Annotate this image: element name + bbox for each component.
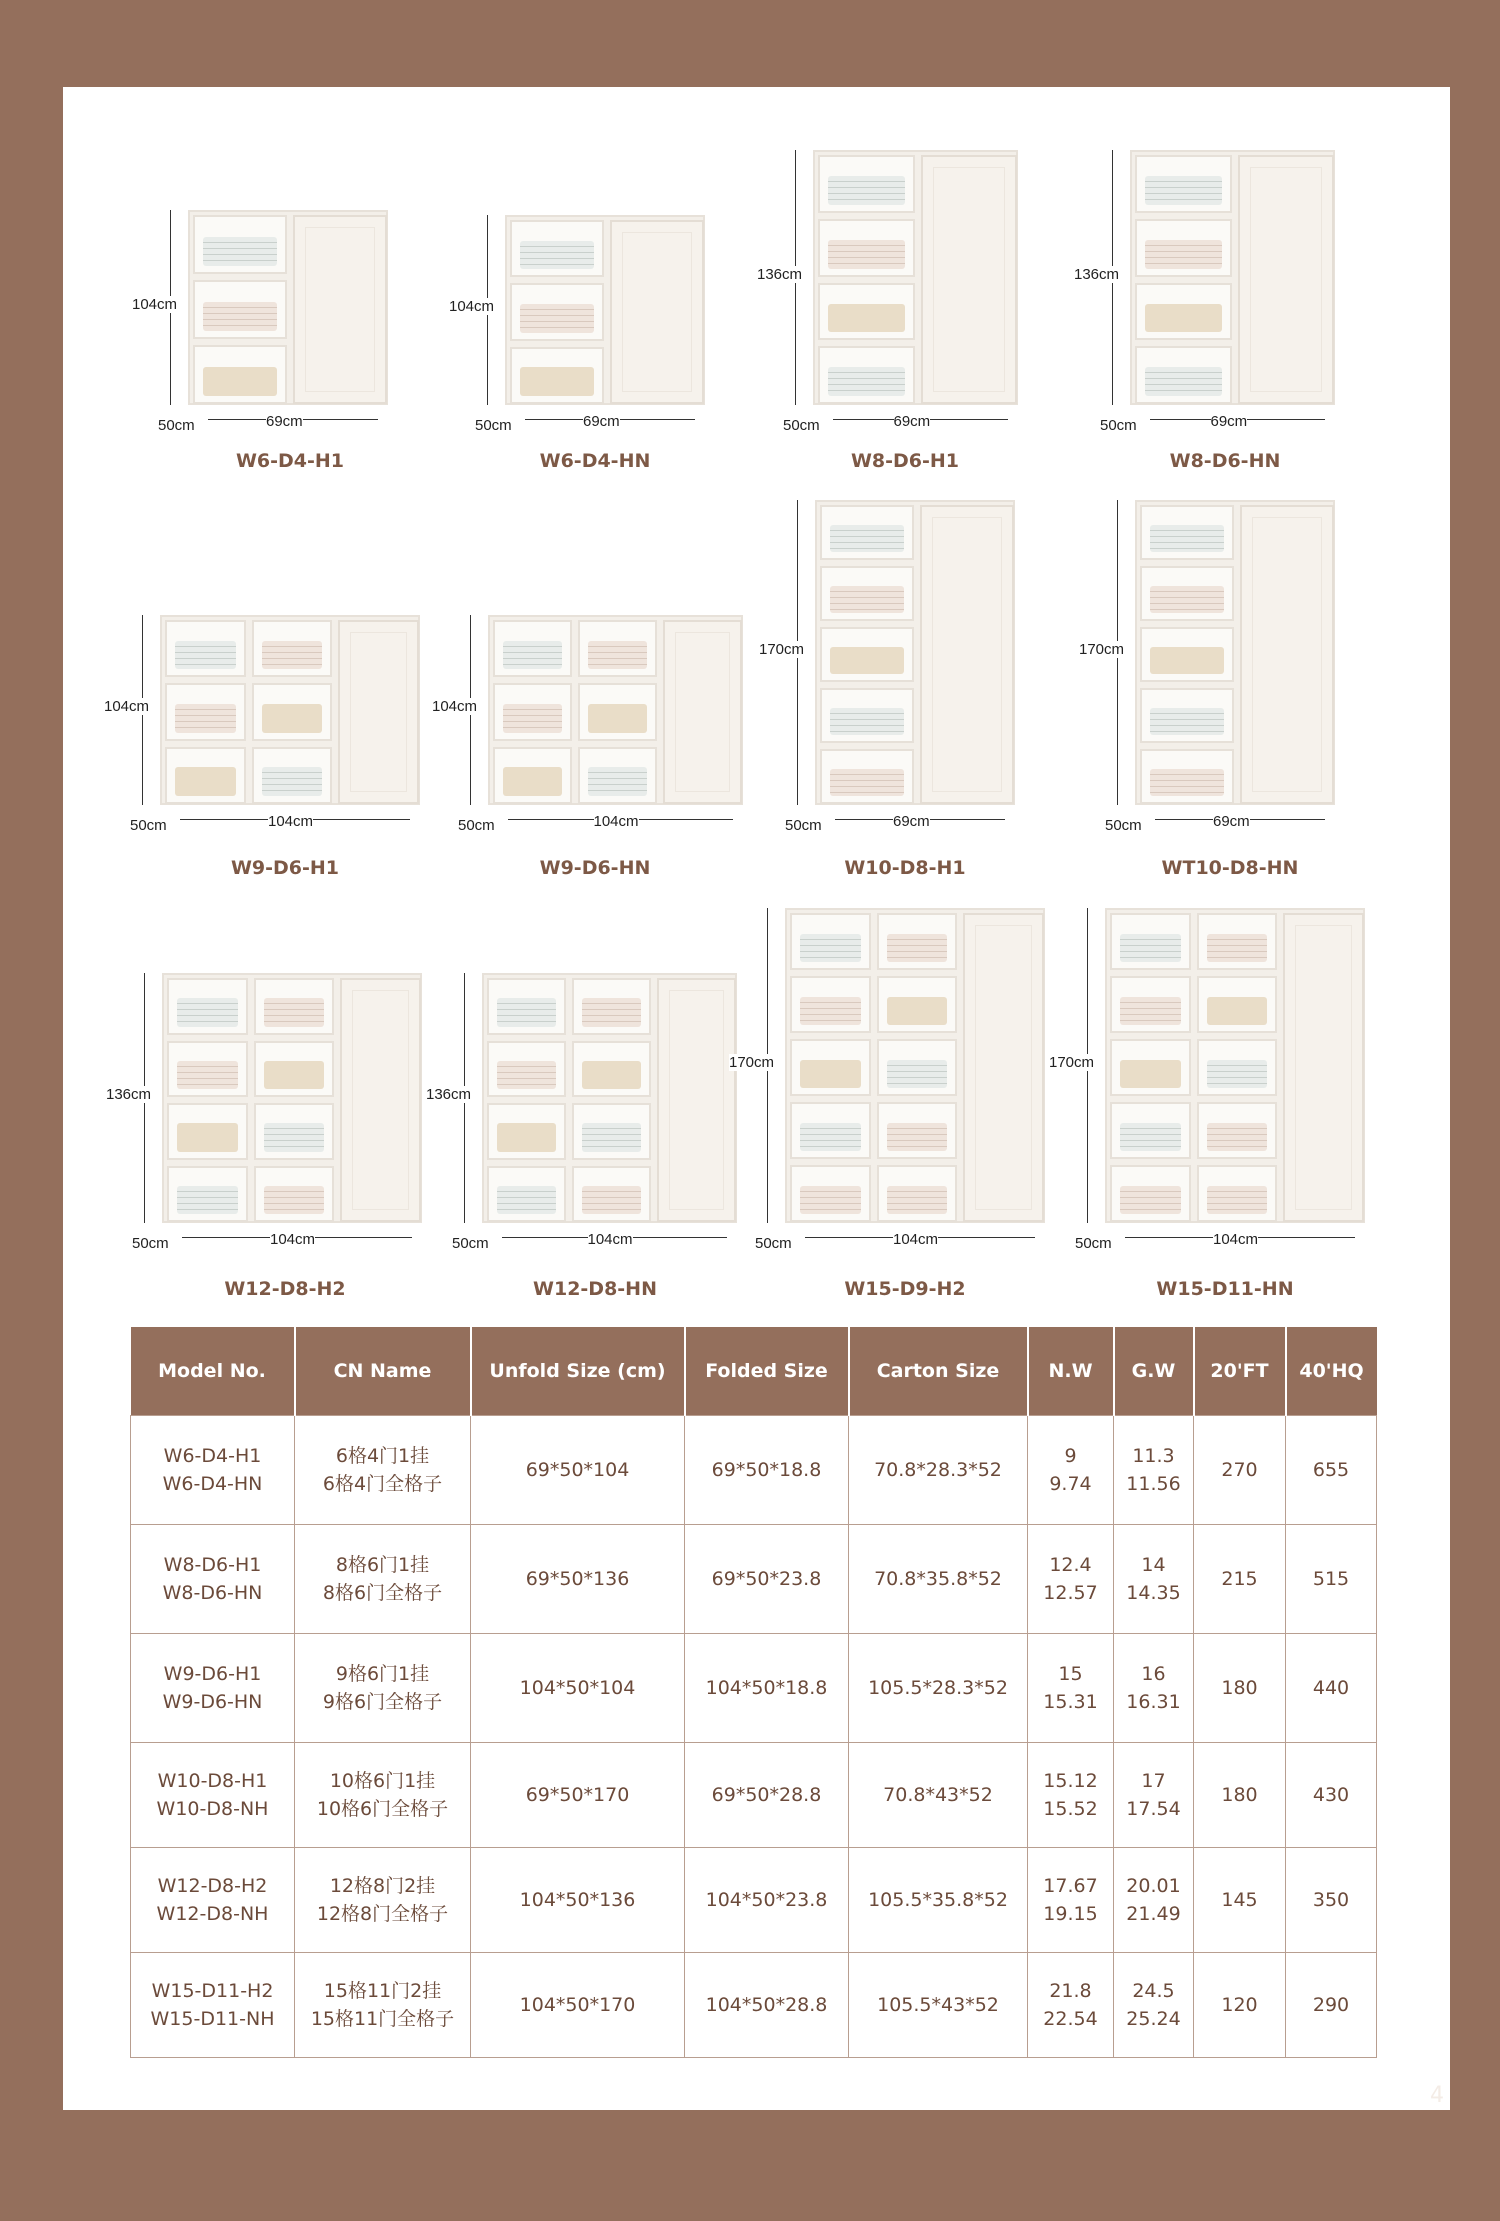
- col-header-unfold-size: Unfold Size (cm): [471, 1327, 685, 1416]
- nw-cell: [1028, 1416, 1114, 1525]
- cabinet-cell: [254, 1103, 335, 1160]
- cabinet-cell: [165, 683, 246, 740]
- carton-size-value: 70.8*43*52: [883, 1784, 993, 1806]
- folded-size-value: 104*50*18.8: [705, 1677, 828, 1699]
- cabinet-cell: [252, 620, 333, 677]
- table-row: [131, 1525, 1377, 1634]
- folded-size-cell: [685, 1848, 849, 1953]
- cabinet-cell: [165, 747, 246, 804]
- carton-size-value: 105.5*35.8*52: [868, 1889, 1008, 1911]
- cabinet-cell: [487, 1041, 566, 1098]
- model-label: W9-D6-HN: [539, 857, 651, 879]
- cabinet-cell: [1140, 566, 1234, 621]
- ft20-value: 180: [1221, 1677, 1258, 1699]
- cabinet-cell: [578, 747, 657, 804]
- nw-value: 15.12: [1043, 1770, 1098, 1792]
- model-label: W6-D4-H1: [235, 450, 345, 472]
- nw-value: 19.15: [1043, 1903, 1098, 1925]
- folded-size-cell: [685, 1953, 849, 2058]
- folded-size-cell: [685, 1416, 849, 1525]
- depth-label: 50cm: [783, 417, 820, 434]
- cn-name-cell: [295, 1743, 471, 1848]
- unfold-size-value: 104*50*136: [519, 1889, 636, 1911]
- height-label: 136cm: [757, 265, 803, 283]
- cabinet-cell: [1110, 976, 1191, 1033]
- gw-value: 16.31: [1126, 1691, 1181, 1713]
- col-header-40hq: 40'HQ: [1286, 1327, 1377, 1416]
- cabinet-cell: [1140, 627, 1234, 682]
- cn-name-value: 12格8门全格子: [316, 1903, 449, 1925]
- carton-size-cell: [849, 1634, 1028, 1743]
- width-label: 104cm: [587, 1231, 633, 1248]
- cabinet-door: [657, 978, 736, 1222]
- cabinet-cell: [254, 1041, 335, 1098]
- page-number: 4: [1430, 2083, 1444, 2108]
- depth-label: 50cm: [458, 817, 495, 834]
- wardrobe-image: [488, 615, 743, 805]
- ft20-value: 180: [1221, 1784, 1258, 1806]
- table-row: [131, 1634, 1377, 1743]
- cn-name-value: 15格11门全格子: [310, 2008, 455, 2030]
- ft20-cell: [1194, 1634, 1286, 1743]
- width-label: 69cm: [893, 413, 931, 430]
- depth-label: 50cm: [475, 417, 512, 434]
- model-cell: [131, 1634, 295, 1743]
- hq40-cell: [1286, 1525, 1377, 1634]
- wardrobe-image: [505, 215, 705, 405]
- carton-size-cell: [849, 1525, 1028, 1634]
- hq40-cell: [1286, 1953, 1377, 2058]
- width-label: 104cm: [268, 813, 314, 830]
- cabinet-cell: [1110, 913, 1191, 970]
- cn-name-value: 15格11门2挂: [323, 1980, 442, 2002]
- unfold-size-value: 69*50*170: [525, 1784, 630, 1806]
- spec-table: [130, 1327, 1377, 2058]
- gw-value: 14.35: [1126, 1582, 1181, 1604]
- wardrobe-image: [162, 973, 422, 1223]
- gw-value: 11.3: [1132, 1445, 1175, 1467]
- cabinet-cell: [578, 683, 657, 740]
- wardrobe-image: [785, 908, 1045, 1223]
- cabinet-cell: [193, 345, 287, 404]
- nw-value: 9.74: [1049, 1473, 1092, 1495]
- gw-value: 17: [1141, 1770, 1166, 1792]
- cabinet-cell: [1110, 1039, 1191, 1096]
- nw-value: 12.4: [1049, 1554, 1092, 1576]
- cabinet-door: [340, 978, 421, 1222]
- cabinet-cell: [1135, 346, 1232, 404]
- gw-cell: [1114, 1743, 1194, 1848]
- cn-name-value: 9格6门全格子: [322, 1691, 443, 1713]
- nw-cell: [1028, 1525, 1114, 1634]
- cn-name-cell: [295, 1634, 471, 1743]
- cabinet-cell: [167, 1166, 248, 1223]
- col-header-model: Model No.: [131, 1327, 295, 1416]
- cabinet-cell: [254, 978, 335, 1035]
- folded-size-value: 104*50*23.8: [705, 1889, 828, 1911]
- unfold-size-value: 69*50*136: [525, 1568, 630, 1590]
- cabinet-cell: [572, 1166, 651, 1223]
- cabinet-cell: [167, 978, 248, 1035]
- cn-name-value: 12格8门2挂: [329, 1875, 436, 1897]
- gw-value: 24.5: [1132, 1980, 1175, 2002]
- col-header-carton-size: Carton Size: [849, 1327, 1028, 1416]
- cabinet-cell: [1110, 1165, 1191, 1222]
- hq40-value: 440: [1312, 1677, 1350, 1699]
- gw-value: 11.56: [1126, 1473, 1181, 1495]
- cn-name-value: 6格4门全格子: [322, 1473, 443, 1495]
- ft20-cell: [1194, 1416, 1286, 1525]
- height-label: 170cm: [729, 1053, 775, 1071]
- cabinet-cell: [820, 749, 914, 804]
- gw-cell: [1114, 1953, 1194, 2058]
- cabinet-cell: [487, 1166, 566, 1223]
- cabinet-cell: [493, 620, 572, 677]
- gw-value: 16: [1141, 1663, 1166, 1685]
- nw-value: 15: [1058, 1663, 1083, 1685]
- unfold-size-cell: [471, 1525, 685, 1634]
- table-row: [131, 1953, 1377, 2058]
- cabinet-cell: [1197, 1039, 1278, 1096]
- height-label: 104cm: [104, 698, 150, 715]
- width-label: 69cm: [1210, 413, 1248, 430]
- nw-value: 15.52: [1043, 1798, 1098, 1820]
- height-label: 170cm: [1079, 640, 1125, 658]
- cabinet-cell: [790, 1165, 871, 1222]
- hq40-cell: [1286, 1848, 1377, 1953]
- cabinet-cell: [790, 1102, 871, 1159]
- unfold-size-cell: [471, 1848, 685, 1953]
- model-value: W6-D4-HN: [162, 1473, 263, 1495]
- gw-cell: [1114, 1525, 1194, 1634]
- model-value: W10-D8-H1: [157, 1770, 268, 1792]
- carton-size-value: 70.8*28.3*52: [874, 1459, 1002, 1481]
- folded-size-cell: [685, 1525, 849, 1634]
- folded-size-value: 104*50*28.8: [705, 1994, 828, 2016]
- cabinet-door: [963, 913, 1044, 1222]
- cabinet-door: [921, 155, 1018, 404]
- hq40-value: 430: [1312, 1784, 1350, 1806]
- cabinet-cell: [818, 155, 915, 213]
- cabinet-cell: [493, 747, 572, 804]
- width-label: 104cm: [893, 1231, 939, 1248]
- cabinet-cell: [254, 1166, 335, 1223]
- cabinet-cell: [877, 1165, 958, 1222]
- wardrobe-image: [813, 150, 1018, 405]
- cabinet-cell: [877, 976, 958, 1033]
- unfold-size-cell: [471, 1743, 685, 1848]
- hq40-cell: [1286, 1634, 1377, 1743]
- cabinet-cell: [820, 505, 914, 560]
- cabinet-door: [663, 620, 742, 804]
- cabinet-cell: [818, 219, 915, 277]
- gw-cell: [1114, 1848, 1194, 1953]
- cabinet-cell: [877, 1102, 958, 1159]
- cabinet-cell: [820, 688, 914, 743]
- cabinet-cell: [510, 283, 604, 340]
- depth-label: 50cm: [130, 817, 167, 834]
- model-value: W8-D6-HN: [162, 1582, 263, 1604]
- table-row: [131, 1743, 1377, 1848]
- cabinet-door: [1283, 913, 1364, 1222]
- height-label: 136cm: [106, 1086, 152, 1103]
- folded-size-cell: [685, 1634, 849, 1743]
- col-header-cn-name: CN Name: [295, 1327, 471, 1416]
- nw-cell: [1028, 1743, 1114, 1848]
- model-label: W15-D11-HN: [1156, 1278, 1294, 1300]
- model-value: W12-D8-NH: [156, 1903, 269, 1925]
- depth-label: 50cm: [1105, 817, 1142, 834]
- model-value: W9-D6-HN: [162, 1691, 263, 1713]
- cabinet-cell: [1135, 219, 1232, 277]
- model-label: W15-D9-H2: [844, 1278, 966, 1300]
- wardrobe-image: [815, 500, 1015, 805]
- hq40-cell: [1286, 1743, 1377, 1848]
- ft20-value: 145: [1221, 1889, 1258, 1911]
- cabinet-cell: [818, 283, 915, 341]
- cabinet-cell: [1197, 976, 1278, 1033]
- width-label: 69cm: [583, 413, 620, 430]
- cabinet-cell: [790, 1039, 871, 1096]
- width-label: 69cm: [893, 813, 930, 830]
- cabinet-cell: [167, 1041, 248, 1098]
- cabinet-cell: [1135, 283, 1232, 341]
- ft20-value: 120: [1221, 1994, 1258, 2016]
- cabinet-cell: [487, 1103, 566, 1160]
- model-value: W10-D8-NH: [156, 1798, 269, 1820]
- col-header-20ft: 20'FT: [1194, 1327, 1286, 1416]
- cabinet-cell: [167, 1103, 248, 1160]
- model-label: W10-D8-H1: [844, 857, 966, 879]
- ft20-cell: [1194, 1848, 1286, 1953]
- depth-label: 50cm: [1075, 1235, 1112, 1252]
- cabinet-cell: [1197, 1165, 1278, 1222]
- nw-value: 9: [1064, 1445, 1077, 1467]
- cn-name-cell: [295, 1525, 471, 1634]
- unfold-size-cell: [471, 1634, 685, 1743]
- cabinet-cell: [193, 280, 287, 339]
- table-row: [131, 1848, 1377, 1953]
- hq40-value: 655: [1312, 1459, 1350, 1481]
- width-label: 104cm: [1213, 1231, 1259, 1248]
- gw-value: 17.54: [1126, 1798, 1181, 1820]
- cabinet-door: [920, 505, 1014, 804]
- cabinet-cell: [790, 976, 871, 1033]
- folded-size-cell: [685, 1743, 849, 1848]
- ft20-value: 215: [1221, 1568, 1258, 1590]
- table-header-row: [131, 1327, 1377, 1416]
- model-cell: [131, 1525, 295, 1634]
- nw-cell: [1028, 1634, 1114, 1743]
- model-label: W6-D4-HN: [539, 450, 651, 472]
- cabinet-door: [1238, 155, 1335, 404]
- model-value: W15-D11-H2: [151, 1980, 274, 2002]
- wardrobe-image: [482, 973, 737, 1223]
- cabinet-cell: [1110, 1102, 1191, 1159]
- unfold-size-value: 104*50*104: [519, 1677, 636, 1699]
- height-label: 170cm: [759, 640, 805, 658]
- cabinet-door: [338, 620, 419, 804]
- cabinet-cell: [790, 913, 871, 970]
- cabinet-cell: [193, 215, 287, 274]
- ft20-value: 270: [1221, 1459, 1258, 1481]
- width-label: 69cm: [1213, 813, 1250, 830]
- wardrobe-image: [1130, 150, 1335, 405]
- nw-value: 15.31: [1043, 1691, 1098, 1713]
- hq40-value: 350: [1312, 1889, 1350, 1911]
- cabinet-cell: [818, 346, 915, 404]
- col-header-gw: G.W: [1114, 1327, 1194, 1416]
- table-row: [131, 1416, 1377, 1525]
- unfold-size-cell: [471, 1953, 685, 2058]
- cabinet-door: [610, 220, 704, 404]
- cabinet-cell: [165, 620, 246, 677]
- cabinet-cell: [510, 220, 604, 277]
- model-cell: [131, 1848, 295, 1953]
- model-value: W12-D8-H2: [157, 1875, 268, 1897]
- hq40-cell: [1286, 1416, 1377, 1525]
- cn-name-value: 6格4门1挂: [335, 1445, 430, 1467]
- width-label: 104cm: [270, 1231, 316, 1248]
- model-cell: [131, 1743, 295, 1848]
- model-value: W6-D4-H1: [163, 1445, 262, 1467]
- gw-value: 14: [1141, 1554, 1166, 1576]
- depth-label: 50cm: [452, 1235, 489, 1252]
- unfold-size-value: 104*50*170: [519, 1994, 636, 2016]
- model-value: W9-D6-H1: [163, 1663, 262, 1685]
- ft20-cell: [1194, 1525, 1286, 1634]
- cabinet-cell: [1197, 913, 1278, 970]
- cabinet-cell: [487, 978, 566, 1035]
- cn-name-value: 9格6门1挂: [335, 1663, 430, 1685]
- folded-size-value: 69*50*28.8: [711, 1784, 822, 1806]
- carton-size-cell: [849, 1953, 1028, 2058]
- cabinet-cell: [1140, 505, 1234, 560]
- model-label: W12-D8-HN: [533, 1278, 657, 1300]
- cabinet-door: [293, 215, 387, 404]
- nw-value: 22.54: [1043, 2008, 1098, 2030]
- hq40-value: 515: [1312, 1568, 1350, 1590]
- cn-name-cell: [295, 1953, 471, 2058]
- model-value: W15-D11-NH: [150, 2008, 275, 2030]
- cabinet-cell: [493, 683, 572, 740]
- cabinet-cell: [578, 620, 657, 677]
- model-label: WT10-D8-HN: [1161, 857, 1299, 879]
- carton-size-value: 105.5*43*52: [877, 1994, 999, 2016]
- cabinet-cell: [572, 1041, 651, 1098]
- model-label: W9-D6-H1: [230, 857, 340, 879]
- depth-label: 50cm: [1100, 417, 1137, 434]
- cabinet-cell: [572, 978, 651, 1035]
- cabinet-cell: [1135, 155, 1232, 213]
- height-label: 136cm: [426, 1086, 472, 1103]
- wardrobe-image: [188, 210, 388, 405]
- unfold-size-cell: [471, 1416, 685, 1525]
- width-label: 69cm: [266, 413, 303, 430]
- carton-size-cell: [849, 1743, 1028, 1848]
- height-label: 104cm: [432, 698, 478, 715]
- depth-label: 50cm: [158, 417, 195, 434]
- cn-name-cell: [295, 1848, 471, 1953]
- gw-value: 21.49: [1126, 1903, 1181, 1925]
- cabinet-cell: [1140, 749, 1234, 804]
- col-header-folded-size: Folded Size: [685, 1327, 849, 1416]
- cabinet-cell: [877, 1039, 958, 1096]
- nw-value: 21.8: [1049, 1980, 1092, 2002]
- carton-size-value: 70.8*35.8*52: [874, 1568, 1002, 1590]
- cn-name-value: 8格6门全格子: [322, 1582, 443, 1604]
- wardrobe-image: [1135, 500, 1335, 805]
- ft20-cell: [1194, 1743, 1286, 1848]
- width-label: 104cm: [593, 813, 639, 830]
- cabinet-cell: [820, 566, 914, 621]
- carton-size-value: 105.5*28.3*52: [868, 1677, 1008, 1699]
- model-value: W8-D6-H1: [163, 1554, 262, 1576]
- height-label: 170cm: [1049, 1053, 1095, 1071]
- carton-size-cell: [849, 1416, 1028, 1525]
- folded-size-value: 69*50*23.8: [711, 1568, 822, 1590]
- cn-name-value: 8格6门1挂: [335, 1554, 430, 1576]
- model-label: W8-D6-H1: [850, 450, 960, 472]
- gw-cell: [1114, 1416, 1194, 1525]
- model-cell: [131, 1953, 295, 2058]
- model-label: W12-D8-H2: [224, 1278, 346, 1300]
- depth-label: 50cm: [755, 1235, 792, 1252]
- model-cell: [131, 1416, 295, 1525]
- nw-value: 12.57: [1043, 1582, 1098, 1604]
- gw-value: 20.01: [1126, 1875, 1181, 1897]
- cabinet-door: [1240, 505, 1334, 804]
- carton-size-cell: [849, 1848, 1028, 1953]
- nw-cell: [1028, 1953, 1114, 2058]
- wardrobe-image: [160, 615, 420, 805]
- nw-value: 17.67: [1043, 1875, 1098, 1897]
- height-label: 104cm: [449, 298, 495, 315]
- cabinet-cell: [252, 683, 333, 740]
- depth-label: 50cm: [132, 1235, 169, 1252]
- folded-size-value: 69*50*18.8: [711, 1459, 822, 1481]
- cn-name-value: 10格6门全格子: [316, 1798, 449, 1820]
- cabinet-cell: [820, 627, 914, 682]
- gw-cell: [1114, 1634, 1194, 1743]
- ft20-cell: [1194, 1953, 1286, 2058]
- cabinet-cell: [252, 747, 333, 804]
- cabinet-cell: [572, 1103, 651, 1160]
- cabinet-cell: [1197, 1102, 1278, 1159]
- gw-value: 25.24: [1126, 2008, 1181, 2030]
- cabinet-cell: [1140, 688, 1234, 743]
- unfold-size-value: 69*50*104: [525, 1459, 630, 1481]
- cabinet-cell: [510, 347, 604, 404]
- cabinet-cell: [877, 913, 958, 970]
- depth-label: 50cm: [785, 817, 822, 834]
- nw-cell: [1028, 1848, 1114, 1953]
- cn-name-value: 10格6门1挂: [329, 1770, 436, 1792]
- height-label: 136cm: [1074, 265, 1120, 283]
- cn-name-cell: [295, 1416, 471, 1525]
- wardrobe-image: [1105, 908, 1365, 1223]
- col-header-nw: N.W: [1028, 1327, 1114, 1416]
- hq40-value: 290: [1312, 1994, 1350, 2016]
- height-label: 104cm: [132, 295, 178, 313]
- model-label: W8-D6-HN: [1169, 450, 1281, 472]
